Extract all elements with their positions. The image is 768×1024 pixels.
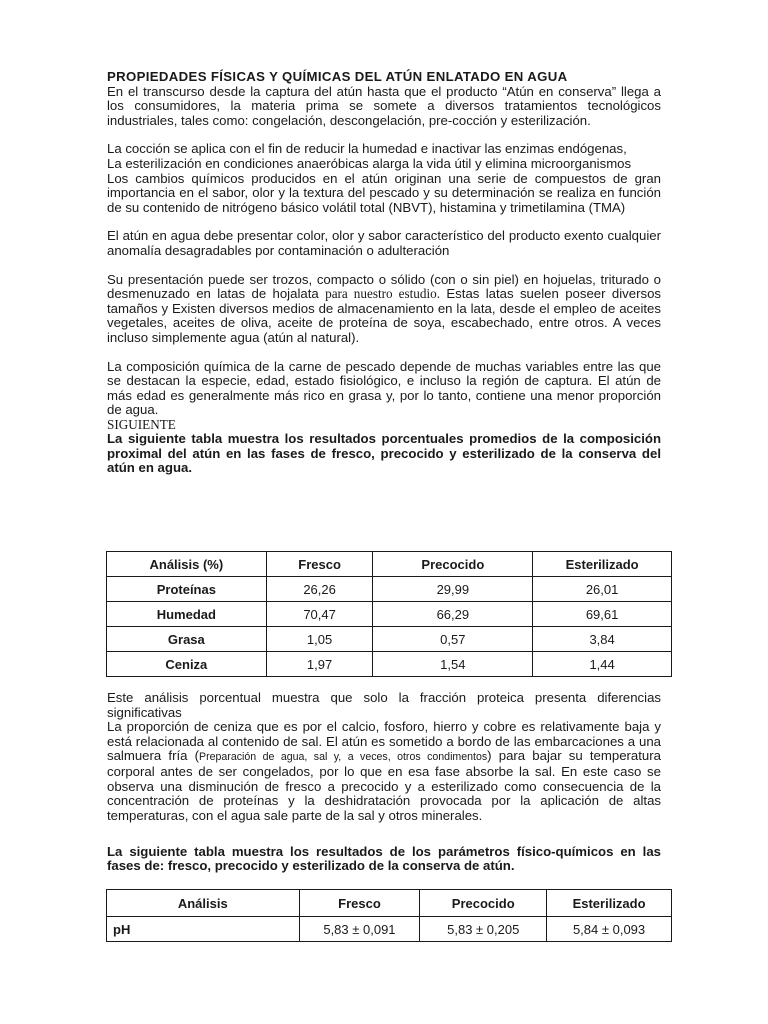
- table-cell: 1,97: [266, 652, 373, 677]
- table-cell: 1,44: [533, 652, 672, 677]
- header-cell: Análisis (%): [107, 552, 267, 577]
- header-cell: Fresco: [299, 890, 420, 917]
- table-header-row: [107, 890, 672, 917]
- table2-caption: La siguiente tabla muestra los resultados de los parámetros físico-químicos en las fases de: fresco, precocido y esterilizado de la conserva de atún.: [107, 844, 661, 874]
- coccion-paragraph: La cocción se aplica con el fin de reducir la humedad e inactivar las enzimas endógenas,: [107, 141, 627, 157]
- intro-paragraph: En el transcurso desde la captura del atún hasta que el producto “Atún en conserva” llega a los consumidores, la materia prima se somete a diversos tratamientos tecnológicos industriales, tales como: congelación, descongelación, pre-cocción y esterilización.: [107, 83, 661, 128]
- table-row: [107, 627, 672, 652]
- row-label: Proteínas: [107, 577, 267, 602]
- table-cell: 29,99: [373, 577, 533, 602]
- table-row: [107, 652, 672, 677]
- table-cell: 26,26: [266, 577, 373, 602]
- table-cell: 5,83 ± 0,091: [299, 917, 420, 942]
- presentacion-text-a: Su presentación puede ser trozos, compacto o sólido (con o sin piel) en hojuelas, triturado o desmenuzado en latas de hojalata: [107, 271, 661, 302]
- composicion-paragraph: La composición química de la carne de pescado depende de muchas variables entre las que se destacan la especie, edad, estado fisiológico, e incluso la región de captura. El atún de más edad es generalmente más rico en grasa y, por lo tanto, contiene una menor proporción de agua.: [107, 358, 661, 418]
- header-cell: Esterilizado: [547, 890, 672, 917]
- analisis-paragraph: Este análisis porcentual muestra que solo la fracción proteica presenta diferencias significativas: [107, 690, 661, 720]
- row-label: Ceniza: [107, 652, 267, 677]
- composition-table: [106, 551, 672, 677]
- header-cell: Esterilizado: [533, 552, 672, 577]
- table-row: [107, 917, 672, 942]
- table-cell: 5,83 ± 0,205: [420, 917, 547, 942]
- document-title: PROPIEDADES FÍSICAS Y QUÍMICAS DEL ATÚN ENLATADO EN AGUA: [107, 69, 568, 84]
- ceniza-paragraph: [107, 720, 661, 823]
- row-label: Humedad: [107, 602, 267, 627]
- esterilizacion-paragraph: La esterilización en condiciones anaeróbicas alarga la vida útil y elimina microorganismos: [107, 155, 632, 171]
- table-cell: 70,47: [266, 602, 373, 627]
- presentacion-paragraph: [107, 273, 661, 346]
- table-cell: 1,54: [373, 652, 533, 677]
- presentacion-text-b: Estas latas suelen poseer diversos tamaños y Existen diversos medios de almacenamiento en la lata, desde el empleo de aceites vegetales, aceites de oliva, aceite de proteína de soya, escabechado, entre otros. A veces incluso simplemente agua (atún al natural).: [107, 286, 661, 345]
- table-cell: 66,29: [373, 602, 533, 627]
- header-cell: Análisis: [107, 890, 300, 917]
- table-cell: 1,05: [266, 627, 373, 652]
- presentacion-serif-text: para nuestro estudio.: [325, 286, 441, 302]
- header-cell: Precocido: [373, 552, 533, 577]
- table-row: [107, 577, 672, 602]
- row-label: Grasa: [107, 627, 267, 652]
- table1-caption: La siguiente tabla muestra los resultados porcentuales promedios de la composición proximal del atún en las fases de fresco, precocido y esterilizado de la conserva del atún en agua.: [107, 431, 661, 476]
- table-header-row: [107, 552, 672, 577]
- ceniza-text-a: La proporción de ceniza que es por el calcio, fosforo, hierro y cobre es relativamente baja y está relacionada al contenido de sal. El atún es sometido a bordo de las embarcaciones a una salmuera fría (: [107, 719, 661, 764]
- cambios-paragraph: Los cambios químicos producidos en el atún originan una serie de compuestos de gran importancia en el sabor, olor y la textura del pescado y su determinación se realiza en función de su contenido de nitrógeno básico volátil total (NBVT), histamina y trimetilamina (TMA): [107, 170, 661, 215]
- table-cell: 0,57: [373, 627, 533, 652]
- header-cell: Fresco: [266, 552, 373, 577]
- header-cell: Precocido: [420, 890, 547, 917]
- physicochemical-table: [106, 889, 672, 942]
- table-cell: 26,01: [533, 577, 672, 602]
- ceniza-text-b: ) para bajar su temperatura corporal antes de ser congelados, por lo que en esa fase absorbe la sal. En este caso se observa una disminución de fresco a precocido y a esterilizado como consecuencia de la concentración de proteínas y la deshidratación provocada por la aplicación de altas temperaturas, con el agua sale parte de la sal y otros minerales.: [107, 748, 661, 823]
- siguiente-label: SIGUIENTE: [107, 416, 176, 432]
- atun-agua-paragraph: El atún en agua debe presentar color, olor y sabor característico del producto exento cualquier anomalía desagradables por contaminación o adulteración: [107, 228, 661, 258]
- table-row: [107, 602, 672, 627]
- table-cell: 69,61: [533, 602, 672, 627]
- row-label: pH: [107, 917, 300, 942]
- table-cell: 5,84 ± 0,093: [547, 917, 672, 942]
- table-cell: 3,84: [533, 627, 672, 652]
- analysis-section: [107, 691, 661, 823]
- ceniza-small-text: Preparación de agua, sal y, a veces, otros condimentos: [199, 751, 488, 764]
- table2-caption-block: [107, 845, 661, 874]
- document-body: [107, 70, 661, 476]
